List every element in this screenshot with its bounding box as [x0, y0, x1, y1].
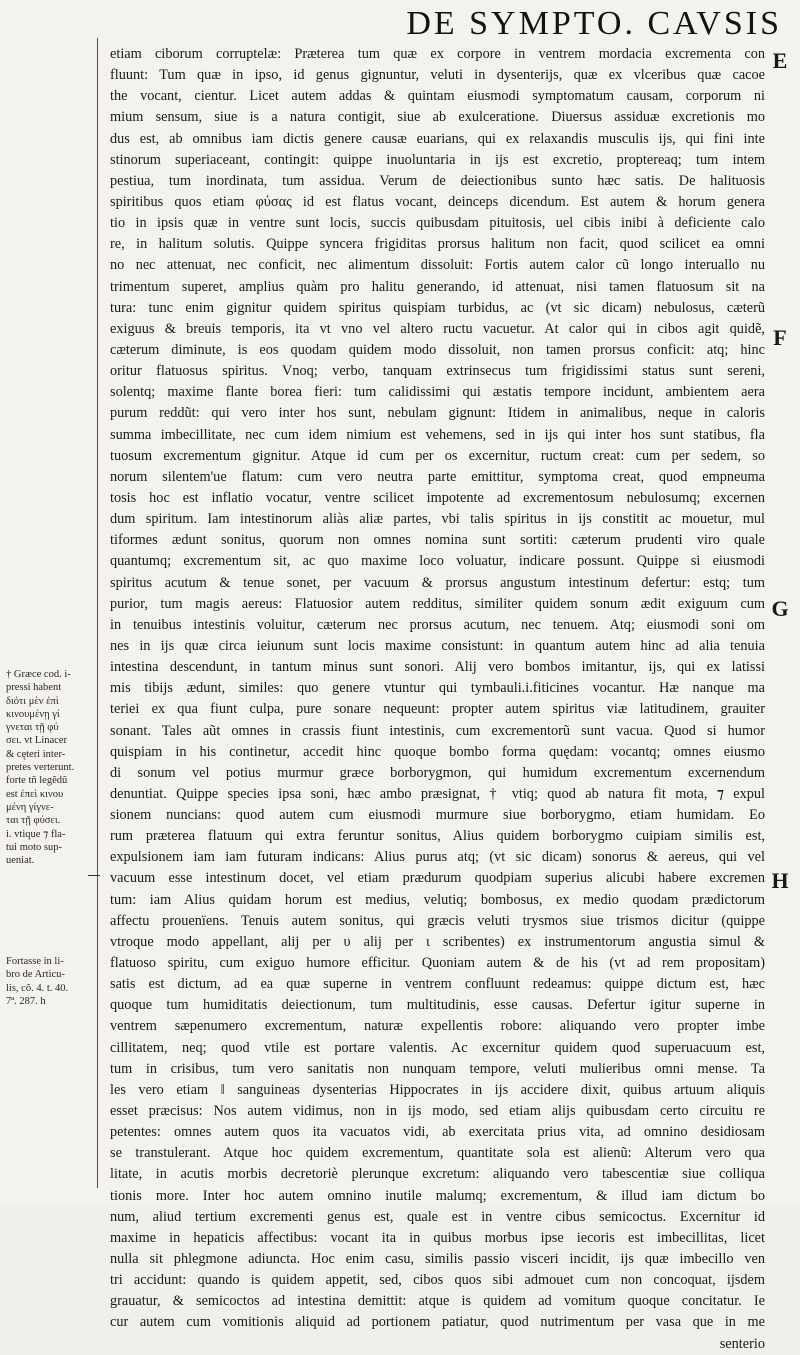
- text-line: grauatur, & semicoctos ad intestina demittit: atque is quidem ad vomitum quoque concitatur. Ie: [110, 1293, 765, 1310]
- text-line: cæterum diminute, is eos quodam quidem modo dissoluit, non tamen prorsus conficit: atq; hinc: [110, 341, 765, 358]
- text-line: fluunt: Tum quæ in ipso, id genus gignuntur, veluti in dysenterijs, quæ ex vlceribus quæ cacoe: [110, 67, 765, 84]
- margin-note-line: Fortasse in li-: [6, 956, 64, 967]
- text-line: vacuum esse intestinum docet, vel etiam prædurum quodpiam superius alicubi habere excremen: [110, 870, 765, 887]
- margin-note-line: i. vtique ⁊ fla-: [6, 828, 66, 840]
- margin-note-line: pretes verterunt.: [6, 762, 75, 774]
- text-line: solentq; maxime flante borea fieri: tum calidissimi qui æstatis tempore incidunt, ambientem aera: [110, 384, 765, 401]
- text-line: sonant. Tales aũt omnes in crassis fiunt intestinis, cum excrementorũ sunt vacua. Quod si humor: [110, 722, 765, 739]
- text-line: satis est dictum, ad ea quæ superne in ventrem confluunt redeamus: quippe dictum est, hæc: [110, 976, 765, 993]
- text-line: affectu prouenïens. Tenuis autem sonitus, qui græcis veluti trysmos siue trismos dicitur (quippe: [110, 912, 765, 929]
- section-letter-f: F: [773, 325, 787, 350]
- margin-note-line: pressi habent: [6, 682, 62, 694]
- text-line: exiguus & breuis temporis, ita vt vno vel altero ructu vacuetur. At calor qui in cibos agit quidẽ,: [110, 320, 765, 337]
- text-line: se transtulerant. Atque hoc quidem excrementum, quantitate sola est alienũ: Alterum vero qua: [110, 1145, 765, 1162]
- text-line: vtroque modo appellant, alij per υ alij per ι scribentes) ex instrumentorum angustia simul &: [110, 933, 765, 950]
- text-line: nulla sit phlegmone adiuncta. Hoc enim casu, similis passio visceri incidit, ijs quæ imbecillo ven: [110, 1251, 765, 1268]
- margin-note-line: & cęteri inter-: [6, 748, 66, 760]
- text-line: in tenuibus intestinis voluitur, cæterum nec prorsus acutum, nec tenuem. Atq; eiusmodi soni om: [110, 616, 765, 633]
- text-line: etiam ciborum corruptelæ: Præterea tum quæ ex corpore in ventrem mordacia excrementa con: [110, 46, 765, 62]
- text-line: tum: iam Alius quidam horum est medius, velutiq; bombosus, ex medio quodam prædictorum: [110, 891, 765, 908]
- margin-rule: [97, 38, 98, 1188]
- text-line: dus est, ab omnibus iam dictis genere causæ euarians, qui ex relaxandis musculis ijs, qui fini inte: [110, 130, 765, 147]
- text-line: rum præterea flatuum qui extra feruntur sonitus, Alius quidem borborygmo cuipiam similis est,: [110, 828, 765, 845]
- margin-note-line: ueniat.: [6, 855, 35, 867]
- margin-note-line: forte tñ legẽdũ: [6, 775, 68, 787]
- text-line: the vocant, cientur. Licet autem addas & quintam eiusmodi symptomatum causam, corporum ni: [110, 88, 765, 105]
- margin-note-line: 7ª. 287. h: [6, 995, 46, 1007]
- text-line: ventrem sæpenumero excrementum, naturæ expellentis robore: aliquando vero propter imbe: [110, 1018, 765, 1035]
- text-line: teriei ex qua fiunt culpa, pure sonare nequeunt: propter autem spiritus viæ latitudinem, grauiter: [110, 701, 765, 718]
- text-line: les vero etiam ‖ sanguineas dysenterias Hippocrates in ijs accidere dixit, quibus artuum aliquis: [110, 1081, 765, 1098]
- text-line: spiritus acutum & tenue sonet, per vacuum & prorsus angustum intestinum defertur: estq; tum: [110, 574, 765, 591]
- text-line: oritur flatuosus spiritus. Vnoq; verbo, tanquam extrinsecus tum frigidissimi status sunt sereni,: [110, 363, 765, 380]
- margin-note-line: γνεται τῇ φύ: [6, 722, 59, 734]
- text-line: pestiua, tum inordinata, tum assidua. Verum de deiectionibus sunto hæc satis. De halituosis: [110, 172, 765, 189]
- text-line: no nec attenuat, nec conficit, nec alimentum dissoluit: Fortis autem calor cũ longo interuallo nu: [110, 257, 765, 274]
- text-line: petentes: omnes autem quos ita vacuatos vidi, ab exercitata prius vita, ad omnino desidiosam: [110, 1124, 765, 1141]
- text-line: expulsionem iam iam futuram indicans: Alius purus atq; (vt sic dicam) sonorus & aereus, qui vel: [110, 849, 765, 866]
- text-line: stinorum superiaceant, contingit: quippe inuoluntaria in ijs est excretio, proptereaq; tum intem: [110, 151, 765, 168]
- text-line: quispiam in his continetur, accedit hinc quoque bombo forma quędam: vocantq; omnes eiusmo: [110, 743, 765, 760]
- margin-note-line: σει. vt Linacer: [6, 735, 67, 747]
- margin-note-greek: [6, 668, 94, 867]
- text-line: sionem nuncians: quod autem cum eiusmodi murmure siue borborygmo, etiam humidam. Eo: [110, 807, 765, 824]
- text-line: num, aliud tertium excrementi genus est, quale est in ventre cibus semicoctus. Excernitur id: [110, 1208, 765, 1225]
- margin-note-line: μένη γίγνε-: [6, 801, 54, 813]
- text-line: dum spiritum. Iam intestinorum aliàs aliæ partes, vbi talis spiritus in ijs constitit ac mouetur, mul: [110, 511, 765, 528]
- text-line: tosis hoc est inflatio vocatur, ventre scilicet impotente ad excrementosum nebulosumq; excernen: [110, 489, 765, 506]
- margin-note-articulis: [6, 955, 94, 1008]
- text-line: norum silentem'ue flatum: cum vero neutra parte emittitur, symptoma creat, quod empneuma: [110, 468, 765, 485]
- text-line: di sonum vel potius murmur græce borborygmon, qui humidum excrementum excernendum: [110, 764, 765, 781]
- text-line: re, in halitum solutis. Quippe syncera frigiditas prorsus halitum non facit, quod scilicet ea omni: [110, 236, 765, 253]
- section-letter-e: E: [772, 48, 788, 73]
- text-line: tum in crisibus, tum vero sanitatis non nunquam tempore, veluti mulieribus omni mense. Ta: [110, 1060, 765, 1077]
- text-line: quoque tum humiditatis deiectionum, tum multitudinis, esse causas. Defertur igitur superne in: [110, 997, 765, 1014]
- margin-note-line: διότι μὲν ἐπὶ: [6, 695, 59, 707]
- text-line: tri accidunt: quando is quidem appetit, sed, cibos quos sibi admouet cum non concoquat, ijsdem: [110, 1272, 765, 1289]
- text-line: tuosum excrementum gignitur. Atque id cum per os excernitur, ructum creat: cum per sedem, so: [110, 447, 765, 464]
- section-letter-g: G: [771, 596, 789, 621]
- text-line: trimentum superet, amplius quàm pro halitu generando, id attenuat, nisi tamen flatuosum sit na: [110, 278, 765, 295]
- text-line: tura: tunc enim gignitur quidem spiritus quispiam turbidus, ac (vt sic dicam) nebulosus, cæterũ: [110, 299, 765, 316]
- text-line: tionis more. Inter hoc autem omnino inutile malumq; excrementum, & illud iam dictum bo: [110, 1187, 765, 1204]
- text-line: flatuoso spiritu, cum exiguo humore efficitur. Quoniam autem & de his (vt ad rem propositam): [110, 955, 765, 972]
- text-line: spiritibus quos etiam φύσας id est flatus vocant, deinceps dicendum. Est autem & horum genera: [110, 193, 765, 210]
- margin-note-line: † Græce cod. i-: [6, 669, 71, 680]
- text-line: mium sensum, siue is a natura contigit, siue ab exulceratione. Diuersus assiduæ excretionis mo: [110, 109, 765, 126]
- text-line: tio in ipsis quæ in ventre sunt locis, succis quibusdam pituitosis, uel cibis inibi à deficiente calo: [110, 215, 765, 232]
- text-line: purum reddũt: qui vero inter hos sunt, nebulam gignunt: Itidem in animalibus, neque in caloris: [110, 405, 765, 422]
- text-line: mis tibijs ædunt, similes: quo genere vtuntur qui tymbauli.i.fiticines vocantur. Hæ nanque ma: [110, 680, 765, 697]
- text-line: purior, tum magis aereus: Flatuosior autem redditus, similiter quidem sonum ædit exiguum cum: [110, 595, 765, 612]
- margin-note-line: ται τῇ φύσει.: [6, 815, 61, 827]
- text-line: tiformes ædunt sonitus, quorum non omnes nomina sunt sortiti: cæterum prudenti viro quale: [110, 532, 765, 549]
- text-line: nes in ijs quæ circa ieiunum sunt locis maxime consistunt: in quantum autem hinc ad alia tenuia: [110, 637, 765, 654]
- text-line: esset præcisus: Nos autem vidimus, non in ijs modo, sed etiam alijs quibusdam certo circuitu re: [110, 1103, 765, 1120]
- margin-note-line: est ἐπεὶ κινου: [6, 788, 64, 800]
- margin-note-line: κινουμένῃ γί: [6, 708, 60, 720]
- text-line: denuntiat. Quippe species ipsa soni, hæc ambo præsignat, † vtiq; quod ab natura fit mota, ⁊ expul: [110, 785, 765, 802]
- margin-note-line: bro de Articu-: [6, 969, 65, 981]
- text-line: cur autem cum vomitionis aliquid ad portionem patiatur, quod nutrimentum per vasa que in me: [110, 1314, 765, 1331]
- text-line: senterio: [719, 1335, 765, 1352]
- section-letter-h: H: [771, 868, 789, 893]
- text-line: litate, in acutis morbis decretoriè plerunque excretum: aliquando vero tabescentiæ siue colliqua: [110, 1166, 765, 1183]
- text-line: quantumq; excrementum sit, ac quo maxime loco voluatur, indicare possunt. Quippe si eiusmodi: [110, 553, 765, 570]
- text-line: summa imbecillitate, nec cum idem nimium est vehemens, sed in ijs qui inter hos sunt statibus, fla: [110, 426, 765, 443]
- running-title: DE SYMPTO. CAVSIS: [406, 5, 782, 42]
- text-line: maxime in hepaticis affectibus: vocant ita in quibus morbus ipse iecoris est imbecillitas, licet: [110, 1229, 765, 1246]
- body-text: [110, 44, 765, 1355]
- margin-pointer: [88, 875, 100, 876]
- margin-note-line: tui moto sup-: [6, 841, 63, 853]
- text-line: cillitatem, neq; quod vtile est portare valentis. Ac excernitur quidem quod superuacuum est,: [110, 1039, 765, 1056]
- text-line: intestina descendunt, in tantum minus sunt sonori. Alij vero bombos imitantur, ijs, qui ex latissi: [110, 659, 765, 676]
- margin-note-line: lis, cõ. 4. t. 40.: [6, 982, 69, 994]
